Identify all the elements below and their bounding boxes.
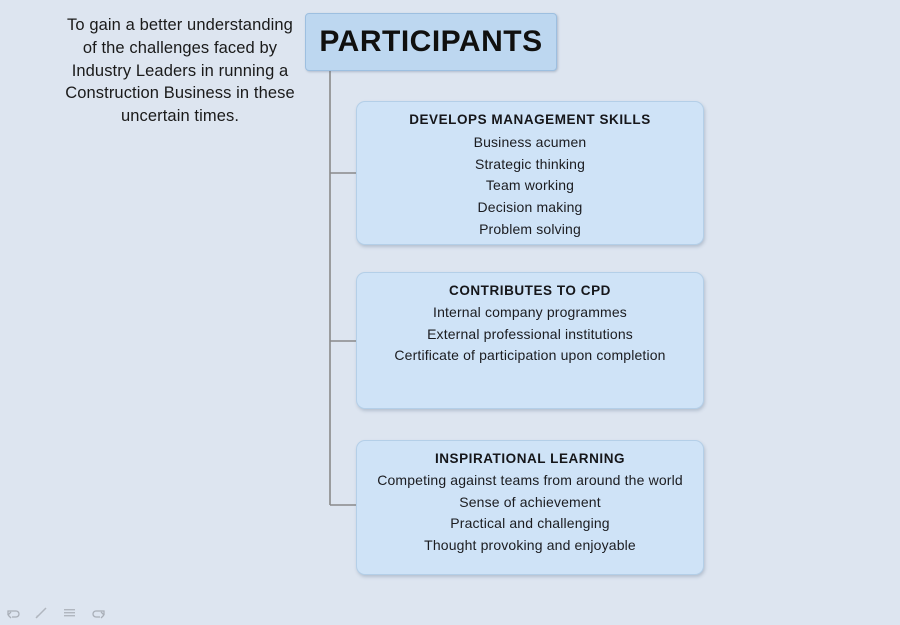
root-node-label: PARTICIPANTS <box>319 25 543 58</box>
node-item: Strategic thinking <box>474 155 586 172</box>
node-item: External professional institutions <box>427 325 633 342</box>
node-item: Certificate of participation upon completion <box>394 347 666 364</box>
intro-paragraph: To gain a better understanding of the challenges faced by Industry Leaders in running a Construction Business in these uncertain times. <box>65 16 295 126</box>
node-title: CONTRIBUTES TO CPD <box>449 283 611 298</box>
node-develops-management-skills[interactable] <box>356 101 704 245</box>
node-item: Practical and challenging <box>450 515 610 532</box>
node-title: DEVELOPS MANAGEMENT SKILLS <box>409 112 651 127</box>
node-title: INSPIRATIONAL LEARNING <box>434 451 626 466</box>
node-item: Internal company programmes <box>433 304 627 320</box>
node-item: Sense of achievement <box>459 493 601 510</box>
redo-icon[interactable] <box>90 606 106 620</box>
node-item: Competing against teams from around the world <box>377 472 683 488</box>
node-item: Business acumen <box>473 134 587 150</box>
node-item: Decision making <box>477 199 583 216</box>
list-icon[interactable] <box>62 606 78 620</box>
mini-toolbar <box>6 606 106 620</box>
node-item: Problem solving <box>479 220 581 237</box>
root-node-participants[interactable] <box>305 13 557 71</box>
undo-icon[interactable] <box>6 606 22 620</box>
node-inspirational-learning[interactable] <box>356 440 704 575</box>
pencil-icon[interactable] <box>34 606 50 620</box>
node-item: Thought provoking and enjoyable <box>424 537 636 554</box>
node-contributes-to-cpd[interactable] <box>356 272 704 409</box>
node-item: Team working <box>485 177 575 194</box>
